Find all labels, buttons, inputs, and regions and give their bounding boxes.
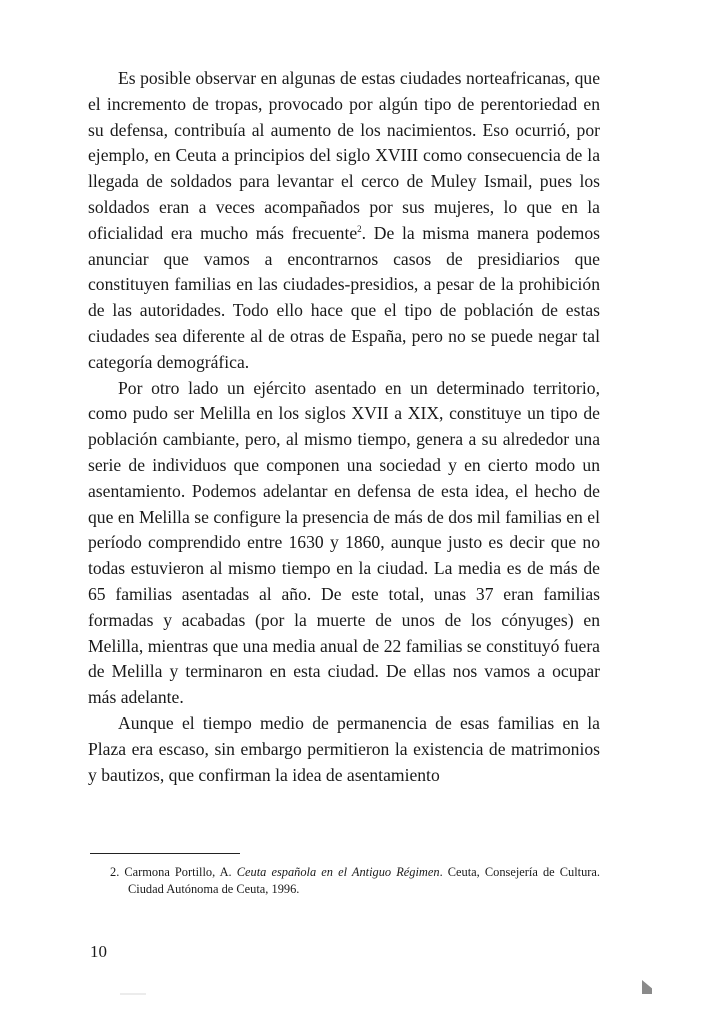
footnote-title: Ceuta española en el Antiguo Régimen bbox=[236, 865, 440, 879]
scan-corner-mark bbox=[642, 980, 652, 994]
footnote-reference: 2 bbox=[357, 223, 362, 234]
paragraph-2: Por otro lado un ejército asentado en un determinado territorio, como pudo ser Melilla en los siglos XVII a XIX, constituye un tipo de población cambiante, pero, al mismo tiempo, genera a su alrededor una serie de individuos que componen una sociedad y en cierto modo un asentamiento. Podemos adelantar en defensa de esta idea, el hecho de que en Melilla se configure la presencia de más de dos mil familias en el período comprendido entre 1630 y 1860, aunque justo es decir que no todas estuvieron al mismo tiempo en la ciudad. La media es de más de 65 familias asentadas al año. De este total, unas 37 eran familias formadas y acabadas (por la muerte de unos de los cónyuges) en Melilla, mientras que una media anual de 22 familias se constituyó fuera de Melilla y terminaron en esta ciudad. De ellas nos vamos a ocupar más adelante. bbox=[88, 377, 600, 708]
footnote-divider bbox=[90, 853, 240, 854]
footnote-author: Carmona Portillo, A. bbox=[124, 865, 232, 879]
footnote-details: . Ceuta, Consejería de Cultura. Ciudad Autónoma de Ceuta, 1996. bbox=[128, 865, 600, 896]
paragraph-1-text: Es posible observar en algunas de estas ciudades norteafricanas, que el incremento de tropas, provocado por algún tipo de perentoriedad en su defensa, contribuía al aumento de los nacimientos. Eso ocurrió, por ejemplo, en Ceuta a principios del siglo XVIII como consecuencia de la llegada de soldados para levantar el cerco de Muley Ismail, pues los soldados eran a veces acompañados por sus mujeres, lo que en la oficialidad era mucho más frecuente bbox=[88, 68, 600, 243]
paragraph-3: Aunque el tiempo medio de permanencia de esas familias en la Plaza era escaso, sin embargo permitieron la existencia de matrimonios y bautizos, que confirman la idea de asentamiento bbox=[88, 712, 600, 785]
page-number: 10 bbox=[90, 942, 107, 961]
paragraph-1-text-continued: . De la misma manera podemos anunciar que vamos a encontrarnos casos de presidiarios que constituyen familias en las ciudades-presidios, a pesar de la prohibición de las autoridades. Todo ello hace que el tipo de población de estas ciudades sea diferente al de otras de España, pero no se puede negar tal categoría demográfica. bbox=[88, 222, 600, 372]
footnote bbox=[110, 864, 600, 898]
scan-smudge bbox=[120, 993, 146, 995]
footnote-number: 2. bbox=[110, 865, 120, 879]
body-text bbox=[88, 66, 600, 788]
paragraph-1 bbox=[88, 66, 600, 376]
